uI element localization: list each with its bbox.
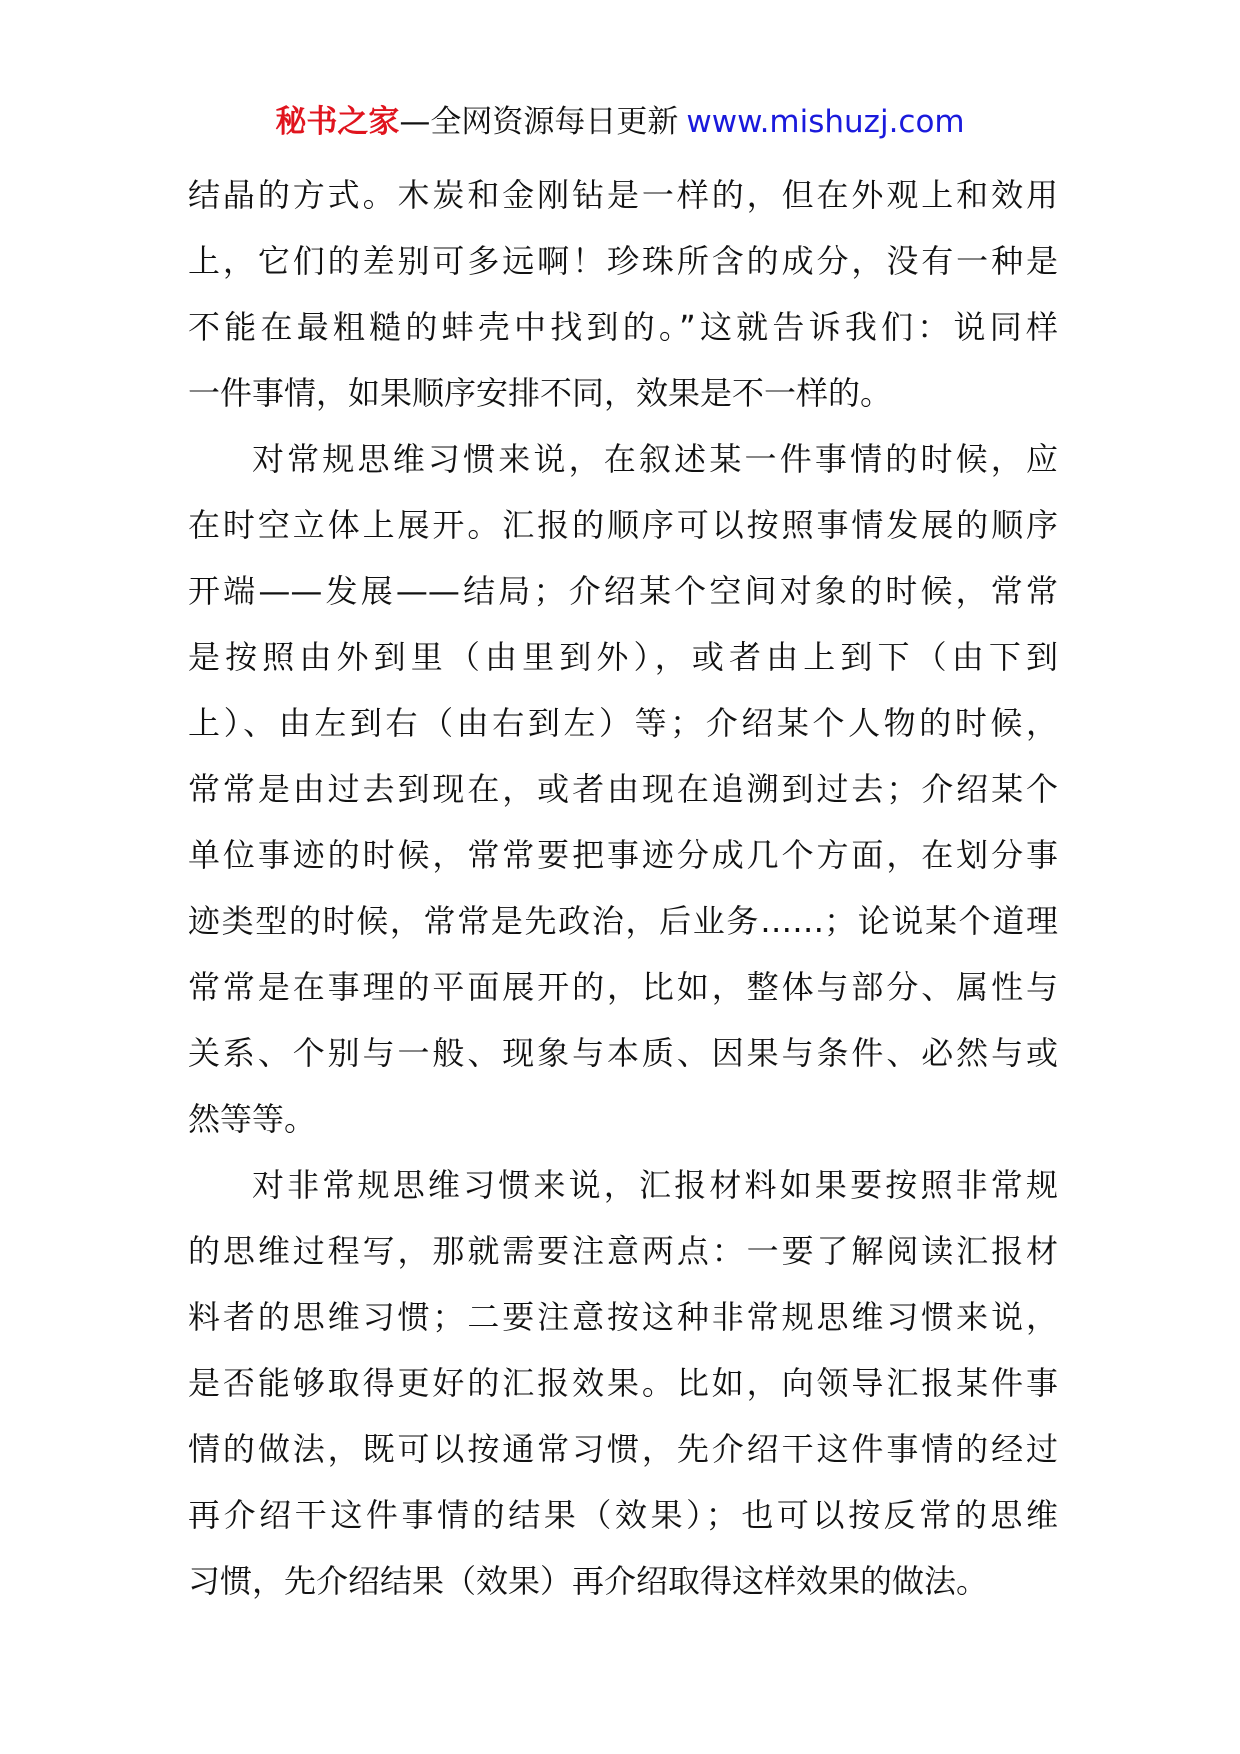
text-line: 的思维过程写，那就需要注意两点：一要了解阅读汇报材 — [188, 1232, 1058, 1270]
site-brand: 秘书之家 — [275, 104, 400, 140]
text-line: 对非常规思维习惯来说，汇报材料如果要按照非常规 — [252, 1166, 1058, 1204]
text-line: 常常是在事理的平面展开的，比如，整体与部分、属性与 — [188, 968, 1058, 1006]
text-line: 上，它们的差别可多远啊！珍珠所含的成分，没有一种是 — [188, 242, 1058, 280]
page-header — [0, 100, 1240, 144]
text-line: 习惯，先介绍结果（效果）再介绍取得这样效果的做法。 — [188, 1562, 989, 1600]
text-line: 对常规思维习惯来说，在叙述某一件事情的时候，应 — [252, 440, 1058, 478]
site-url-link[interactable]: www.mishuzj.com — [686, 104, 965, 140]
text-line: 开端——发展——结局；介绍某个空间对象的时候，常常 — [188, 572, 1058, 610]
text-line: 再介绍干这件事情的结果（效果）；也可以按反常的思维 — [188, 1496, 1058, 1534]
text-line: 不能在最粗糙的蚌壳中找到的。”这就告诉我们：说同样 — [188, 308, 1058, 346]
text-line: 常常是由过去到现在，或者由现在追溯到过去；介绍某个 — [188, 770, 1058, 808]
text-line: 单位事迹的时候，常常要把事迹分成几个方面，在划分事 — [188, 836, 1058, 874]
text-line: 然等等。 — [188, 1100, 317, 1138]
text-line: 情的做法，既可以按通常习惯，先介绍干这件事情的经过 — [188, 1430, 1058, 1468]
site-tagline: —全网资源每日更新 — [399, 104, 679, 140]
text-line: 一件事情，如果顺序安排不同，效果是不一样的。 — [188, 374, 893, 412]
paragraph-2 — [188, 426, 1058, 1152]
text-line: 是按照由外到里（由里到外），或者由上到下（由下到 — [188, 638, 1058, 676]
text-line: 料者的思维习惯；二要注意按这种非常规思维习惯来说， — [188, 1298, 1058, 1336]
paragraph-1 — [188, 162, 1058, 426]
document-body — [188, 162, 1058, 1614]
text-line: 是否能够取得更好的汇报效果。比如，向领导汇报某件事 — [188, 1364, 1058, 1402]
paragraph-3 — [188, 1152, 1058, 1614]
text-line: 迹类型的时候，常常是先政治，后业务……；论说某个道理 — [188, 902, 1058, 940]
text-line: 关系、个别与一般、现象与本质、因果与条件、必然与或 — [188, 1034, 1058, 1072]
text-line: 结晶的方式。木炭和金刚钻是一样的，但在外观上和效用 — [188, 176, 1058, 214]
text-line: 在时空立体上展开。汇报的顺序可以按照事情发展的顺序 — [188, 506, 1058, 544]
text-line: 上）、由左到右（由右到左）等；介绍某个人物的时候， — [188, 704, 1058, 742]
